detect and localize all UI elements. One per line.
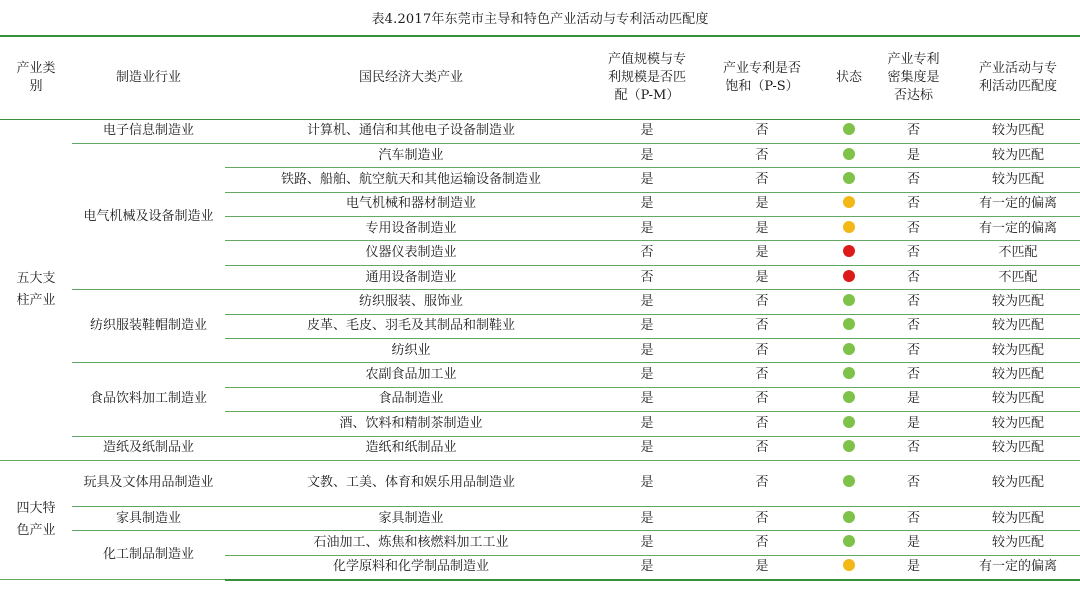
table-row (0, 290, 1080, 314)
density-cell: 否 (871, 241, 956, 265)
industry-cell: 化工制品制造业 (72, 531, 225, 580)
ps-cell: 是 (697, 555, 827, 579)
ps-cell: 否 (697, 363, 827, 387)
industry-cell: 食品饮料加工制造业 (72, 363, 225, 436)
status-dot-icon (843, 475, 855, 487)
status-dot-icon (843, 367, 855, 379)
sub-industry-cell: 食品制造业 (225, 387, 597, 411)
ps-cell: 否 (697, 143, 827, 167)
status-dot-icon (843, 511, 855, 523)
match-cell: 较为匹配 (956, 531, 1080, 555)
pm-cell: 是 (597, 168, 697, 192)
status-dot-icon (843, 196, 855, 208)
status-dot-icon (843, 221, 855, 233)
table-row (0, 531, 1080, 555)
header-pm: 产值规模与专利规模是否匹配（P-M） (597, 36, 697, 119)
status-cell (827, 143, 871, 167)
sub-industry-cell: 造纸和纸制品业 (225, 436, 597, 460)
ps-cell: 否 (697, 314, 827, 338)
category-cell: 四大特色产业 (0, 460, 72, 579)
industry-cell: 玩具及文体用品制造业 (72, 460, 225, 506)
density-cell: 否 (871, 290, 956, 314)
status-cell (827, 339, 871, 363)
match-cell: 较为匹配 (956, 412, 1080, 436)
match-cell: 较为匹配 (956, 119, 1080, 143)
sub-industry-cell: 纺织服装、服饰业 (225, 290, 597, 314)
ps-cell: 是 (697, 217, 827, 241)
ps-cell: 否 (697, 387, 827, 411)
status-dot-icon (843, 123, 855, 135)
pm-cell: 否 (597, 265, 697, 289)
status-cell (827, 241, 871, 265)
sub-industry-cell: 酒、饮料和精制茶制造业 (225, 412, 597, 436)
density-cell: 是 (871, 531, 956, 555)
category-cell: 五大支柱产业 (0, 119, 72, 460)
header-sub-industry: 国民经济大类产业 (225, 36, 597, 119)
status-cell (827, 363, 871, 387)
table-row (0, 436, 1080, 460)
status-cell (827, 436, 871, 460)
status-cell (827, 531, 871, 555)
density-cell: 否 (871, 217, 956, 241)
ps-cell: 否 (697, 436, 827, 460)
ps-cell: 否 (697, 119, 827, 143)
density-cell: 是 (871, 143, 956, 167)
status-dot-icon (843, 416, 855, 428)
pm-cell: 是 (597, 436, 697, 460)
sub-industry-cell: 专用设备制造业 (225, 217, 597, 241)
status-cell (827, 168, 871, 192)
table-row (0, 363, 1080, 387)
status-dot-icon (843, 343, 855, 355)
sub-industry-cell: 仪器仪表制造业 (225, 241, 597, 265)
ps-cell: 否 (697, 531, 827, 555)
industry-cell: 造纸及纸制品业 (72, 436, 225, 460)
density-cell: 否 (871, 339, 956, 363)
match-cell: 有一定的偏离 (956, 555, 1080, 579)
pm-cell: 是 (597, 460, 697, 506)
ps-cell: 否 (697, 168, 827, 192)
table-row (0, 143, 1080, 167)
match-cell: 有一定的偏离 (956, 217, 1080, 241)
industry-cell: 纺织服装鞋帽制造业 (72, 290, 225, 363)
status-cell (827, 290, 871, 314)
density-cell: 否 (871, 119, 956, 143)
ps-cell: 否 (697, 339, 827, 363)
pm-cell: 是 (597, 412, 697, 436)
density-cell: 否 (871, 265, 956, 289)
status-dot-icon (843, 245, 855, 257)
header-row (0, 36, 1080, 119)
ps-cell: 否 (697, 412, 827, 436)
table-row (0, 506, 1080, 530)
header-industry: 制造业行业 (72, 36, 225, 119)
sub-industry-cell: 汽车制造业 (225, 143, 597, 167)
sub-industry-cell: 电气机械和器材制造业 (225, 192, 597, 216)
sub-industry-cell: 家具制造业 (225, 506, 597, 530)
industry-cell: 家具制造业 (72, 506, 225, 530)
status-dot-icon (843, 148, 855, 160)
density-cell: 否 (871, 192, 956, 216)
sub-industry-cell: 化学原料和化学制品制造业 (225, 555, 597, 579)
ps-cell: 否 (697, 506, 827, 530)
match-cell: 较为匹配 (956, 387, 1080, 411)
match-cell: 较为匹配 (956, 290, 1080, 314)
density-cell: 否 (871, 506, 956, 530)
pm-cell: 是 (597, 363, 697, 387)
status-dot-icon (843, 535, 855, 547)
status-cell (827, 412, 871, 436)
sub-industry-cell: 铁路、船舶、航空航天和其他运输设备制造业 (225, 168, 597, 192)
status-dot-icon (843, 440, 855, 452)
pm-cell: 否 (597, 241, 697, 265)
ps-cell: 是 (697, 192, 827, 216)
status-cell (827, 460, 871, 506)
match-cell: 较为匹配 (956, 339, 1080, 363)
pm-cell: 是 (597, 217, 697, 241)
status-dot-icon (843, 391, 855, 403)
ps-cell: 是 (697, 241, 827, 265)
pm-cell: 是 (597, 290, 697, 314)
status-cell (827, 506, 871, 530)
ps-cell: 是 (697, 265, 827, 289)
header-ps: 产业专利是否饱和（P-S） (697, 36, 827, 119)
density-cell: 否 (871, 314, 956, 338)
ps-cell: 否 (697, 290, 827, 314)
match-cell: 有一定的偏离 (956, 192, 1080, 216)
pm-cell: 是 (597, 387, 697, 411)
match-cell: 较为匹配 (956, 363, 1080, 387)
table-row (0, 460, 1080, 506)
status-dot-icon (843, 172, 855, 184)
match-cell: 较为匹配 (956, 506, 1080, 530)
status-dot-icon (843, 318, 855, 330)
pm-cell: 是 (597, 143, 697, 167)
status-dot-icon (843, 559, 855, 571)
match-cell: 较为匹配 (956, 460, 1080, 506)
density-cell: 否 (871, 363, 956, 387)
density-cell: 是 (871, 412, 956, 436)
sub-industry-cell: 通用设备制造业 (225, 265, 597, 289)
status-cell (827, 265, 871, 289)
pm-cell: 是 (597, 314, 697, 338)
sub-industry-cell: 石油加工、炼焦和核燃料加工工业 (225, 531, 597, 555)
match-cell: 不匹配 (956, 241, 1080, 265)
header-category: 产业类别 (0, 36, 72, 119)
table-row (0, 119, 1080, 143)
pm-cell: 是 (597, 192, 697, 216)
sub-industry-cell: 皮革、毛皮、羽毛及其制品和制鞋业 (225, 314, 597, 338)
density-cell: 否 (871, 168, 956, 192)
industry-patent-table (0, 35, 1080, 581)
status-cell (827, 119, 871, 143)
table-caption: 表4.2017年东莞市主导和特色产业活动与专利活动匹配度 (371, 12, 709, 27)
status-dot-icon (843, 270, 855, 282)
density-cell: 是 (871, 387, 956, 411)
density-cell: 是 (871, 555, 956, 579)
industry-cell: 电子信息制造业 (72, 119, 225, 143)
status-cell (827, 314, 871, 338)
status-dot-icon (843, 294, 855, 306)
density-cell: 否 (871, 436, 956, 460)
match-cell: 较为匹配 (956, 143, 1080, 167)
header-match: 产业活动与专利活动匹配度 (956, 36, 1080, 119)
pm-cell: 是 (597, 119, 697, 143)
industry-cell: 电气机械及设备制造业 (72, 143, 225, 289)
density-cell: 否 (871, 460, 956, 506)
match-cell: 不匹配 (956, 265, 1080, 289)
match-cell: 较为匹配 (956, 314, 1080, 338)
ps-cell: 否 (697, 460, 827, 506)
header-status: 状态 (827, 36, 871, 119)
status-cell (827, 555, 871, 579)
status-cell (827, 387, 871, 411)
match-cell: 较为匹配 (956, 436, 1080, 460)
pm-cell: 是 (597, 555, 697, 579)
status-cell (827, 192, 871, 216)
pm-cell: 是 (597, 339, 697, 363)
sub-industry-cell: 纺织业 (225, 339, 597, 363)
sub-industry-cell: 文教、工美、体育和娱乐用品制造业 (225, 460, 597, 506)
header-density: 产业专利密集度是否达标 (871, 36, 956, 119)
pm-cell: 是 (597, 506, 697, 530)
match-cell: 较为匹配 (956, 168, 1080, 192)
status-cell (827, 217, 871, 241)
sub-industry-cell: 计算机、通信和其他电子设备制造业 (225, 119, 597, 143)
pm-cell: 是 (597, 531, 697, 555)
sub-industry-cell: 农副食品加工业 (225, 363, 597, 387)
